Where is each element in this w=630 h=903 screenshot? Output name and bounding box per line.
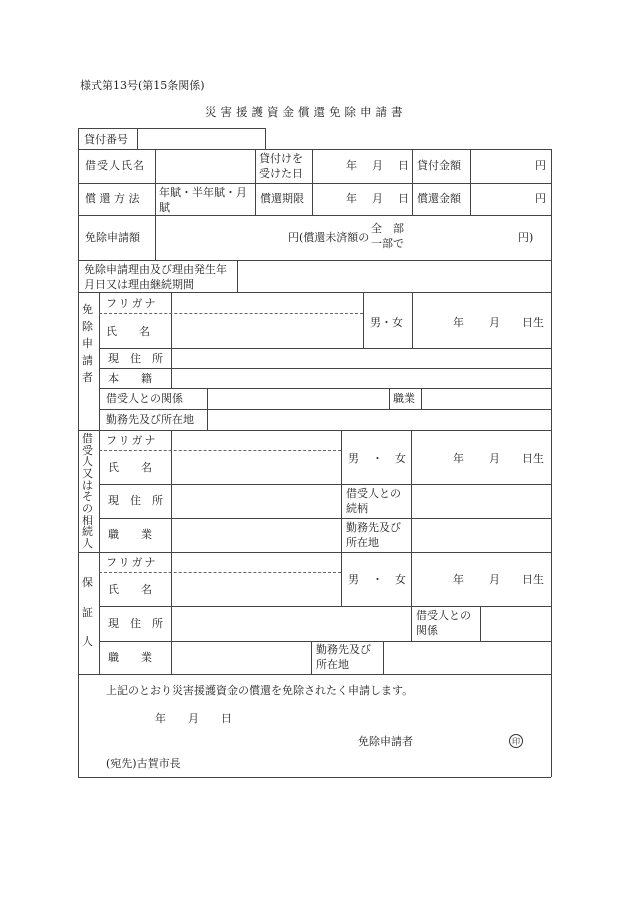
heir-occupation-label: 職 業 bbox=[108, 528, 152, 541]
heir-birth-year: 年 bbox=[453, 452, 464, 465]
guarantor-gender-male: 男 bbox=[348, 573, 359, 586]
repay-method-label: 償 還 方 法 bbox=[85, 192, 140, 205]
exempt-amount-label: 免除申請額 bbox=[85, 231, 140, 244]
form-title: 災害援護資金償還免除申請書 bbox=[205, 105, 407, 119]
guarantor-address-label: 現 住 所 bbox=[108, 617, 163, 630]
heir-birth-month: 月 bbox=[489, 452, 500, 465]
loan-amount-yen: 円 bbox=[535, 159, 546, 172]
heir-section-label: 借受人又はその相続人 bbox=[82, 432, 93, 550]
repay-deadline-ymd: 年 月 日 bbox=[346, 192, 411, 205]
applicant-birth-year: 年 bbox=[453, 316, 464, 329]
guarantor-birth-month: 月 bbox=[489, 573, 500, 586]
applicant-section-label: 免除申請者 bbox=[82, 303, 93, 385]
heir-gender-dot: ・ bbox=[372, 452, 383, 465]
heir-gender-female: 女 bbox=[395, 452, 406, 465]
repay-amount-label: 償還金額 bbox=[417, 192, 461, 205]
application-date: 年 月 日 bbox=[155, 712, 232, 725]
applicant-birth-day: 日生 bbox=[522, 316, 544, 329]
exempt-reason-label: 免除申請理由及び理由発生年月日又は理由継続期間 bbox=[84, 263, 227, 291]
loan-number-label: 貸付番号 bbox=[84, 133, 128, 146]
guarantor-relation-label: 借受人との関係 bbox=[416, 609, 471, 637]
guarantor-gender-dot: ・ bbox=[372, 573, 383, 586]
applicant-occupation-label: 職業 bbox=[393, 392, 415, 405]
seal-mark-icon: 印 bbox=[509, 734, 523, 748]
repay-method-options: 年賦・半年賦・月賦 bbox=[159, 186, 247, 214]
heir-furigana-label: フリガナ bbox=[106, 434, 158, 447]
unpaid-close-yen: 円) bbox=[518, 231, 534, 244]
applicant-honseki-label: 本 籍 bbox=[108, 372, 152, 385]
form-number: 様式第13号(第15条関係) bbox=[80, 79, 205, 92]
borrower-name-label: 借受人氏名 bbox=[85, 159, 145, 172]
addressee: (宛先)古賀市長 bbox=[106, 757, 181, 770]
unpaid-prefix: 円(償還未済額の bbox=[288, 231, 370, 244]
loan-date-label: 貸付けを受けた日 bbox=[259, 152, 303, 180]
applicant-furigana-label: フリガナ bbox=[106, 297, 158, 310]
applicant-gender: 男・女 bbox=[370, 316, 403, 329]
guarantor-furigana-label: フリガナ bbox=[106, 556, 158, 569]
repay-amount-yen: 円 bbox=[535, 192, 546, 205]
loan-amount-label: 貸付金額 bbox=[417, 159, 461, 172]
part-label: 一部で bbox=[371, 237, 404, 250]
applicant-relation-label: 借受人との関係 bbox=[106, 392, 183, 405]
guarantor-name-label: 氏 名 bbox=[108, 583, 152, 596]
applicant-name-label: 氏 名 bbox=[106, 325, 150, 338]
loan-date-ymd: 年 月 日 bbox=[346, 159, 411, 172]
guarantor-birth-day: 日生 bbox=[522, 573, 544, 586]
applicant-address-label: 現 住 所 bbox=[108, 352, 163, 365]
guarantor-workplace-label: 勤務先及び所在地 bbox=[316, 643, 371, 671]
guarantor-birth-year: 年 bbox=[453, 573, 464, 586]
heir-birth-day: 日生 bbox=[522, 452, 544, 465]
applicant-workplace-label: 勤務先及び所在地 bbox=[106, 413, 194, 426]
guarantor-gender-female: 女 bbox=[395, 573, 406, 586]
heir-workplace-label: 勤務先及び所在地 bbox=[346, 521, 401, 549]
guarantor-section-label: 保証人 bbox=[82, 576, 93, 649]
application-statement: 上記のとおり災害援護資金の償還を免除されたく申請します。 bbox=[106, 684, 414, 697]
guarantor-occupation-label: 職 業 bbox=[108, 651, 152, 664]
heir-name-label: 氏 名 bbox=[108, 461, 152, 474]
heir-gender-male: 男 bbox=[348, 452, 359, 465]
all-label: 全 部 bbox=[371, 222, 404, 235]
heir-relation-label: 借受人との続柄 bbox=[346, 487, 401, 515]
applicant-birth-month: 月 bbox=[489, 316, 500, 329]
footer-applicant-label: 免除申請者 bbox=[358, 735, 413, 748]
heir-address-label: 現 住 所 bbox=[108, 494, 163, 507]
repay-deadline-label: 償還期限 bbox=[260, 192, 304, 205]
